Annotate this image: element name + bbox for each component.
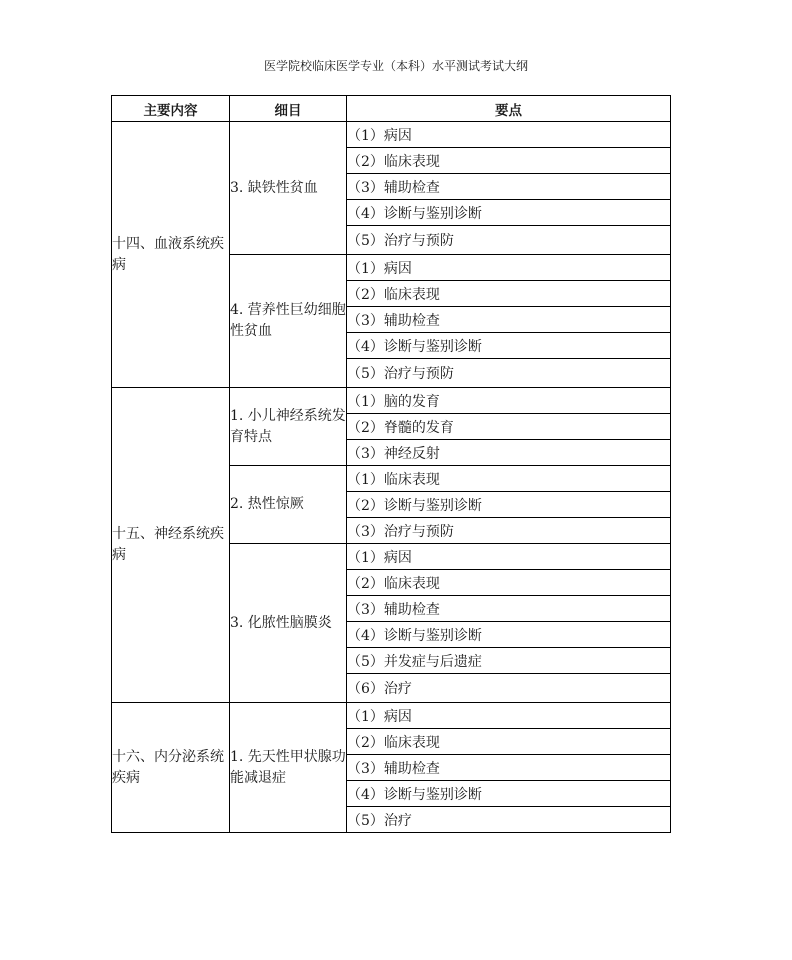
detail-cell: 1. 小儿神经系统发育特点 [230, 388, 347, 466]
main-content-cell: 十六、内分泌系统疾病 [112, 703, 230, 833]
key-point-cell: （2）临床表现 [347, 729, 671, 755]
detail-cell: 3. 缺铁性贫血 [230, 122, 347, 255]
key-point-cell: （3）神经反射 [347, 440, 671, 466]
key-point-cell: （2）诊断与鉴别诊断 [347, 492, 671, 518]
key-point-cell: （5）治疗 [347, 807, 671, 833]
detail-cell: 1. 先天性甲状腺功能减退症 [230, 703, 347, 833]
main-content-cell: 十五、神经系统疾病 [112, 388, 230, 703]
key-point-cell: （4）诊断与鉴别诊断 [347, 622, 671, 648]
key-point-cell: （1）病因 [347, 703, 671, 729]
detail-cell: 3. 化脓性脑膜炎 [230, 544, 347, 703]
table-row [112, 703, 671, 729]
main-content-cell: 十四、血液系统疾病 [112, 122, 230, 388]
exam-outline-table [111, 95, 671, 833]
key-point-cell: （4）诊断与鉴别诊断 [347, 781, 671, 807]
key-point-cell: （5）治疗与预防 [347, 359, 671, 388]
table-row [112, 388, 671, 414]
key-point-cell: （5）并发症与后遗症 [347, 648, 671, 674]
key-point-cell: （6）治疗 [347, 674, 671, 703]
key-point-cell: （3）辅助检查 [347, 596, 671, 622]
outline-body [112, 122, 671, 833]
key-point-cell: （3）辅助检查 [347, 755, 671, 781]
key-point-cell: （1）病因 [347, 255, 671, 281]
header-main-content: 主要内容 [112, 96, 230, 122]
key-point-cell: （4）诊断与鉴别诊断 [347, 333, 671, 359]
key-point-cell: （2）临床表现 [347, 148, 671, 174]
key-point-cell: （2）脊髓的发育 [347, 414, 671, 440]
key-point-cell: （1）脑的发育 [347, 388, 671, 414]
detail-cell: 2. 热性惊厥 [230, 466, 347, 544]
header-key-points: 要点 [347, 96, 671, 122]
key-point-cell: （3）辅助检查 [347, 307, 671, 333]
key-point-cell: （2）临床表现 [347, 281, 671, 307]
header-detail: 细目 [230, 96, 347, 122]
key-point-cell: （1）临床表现 [347, 466, 671, 492]
document-title: 医学院校临床医学专业（本科）水平测试考试大纲 [263, 59, 528, 73]
key-point-cell: （5）治疗与预防 [347, 226, 671, 255]
key-point-cell: （1）病因 [347, 122, 671, 148]
detail-cell: 4. 营养性巨幼细胞性贫血 [230, 255, 347, 388]
key-point-cell: （2）临床表现 [347, 570, 671, 596]
key-point-cell: （4）诊断与鉴别诊断 [347, 200, 671, 226]
key-point-cell: （1）病因 [347, 544, 671, 570]
key-point-cell: （3）辅助检查 [347, 174, 671, 200]
table-row [112, 122, 671, 148]
key-point-cell: （3）治疗与预防 [347, 518, 671, 544]
header-row [112, 96, 671, 122]
